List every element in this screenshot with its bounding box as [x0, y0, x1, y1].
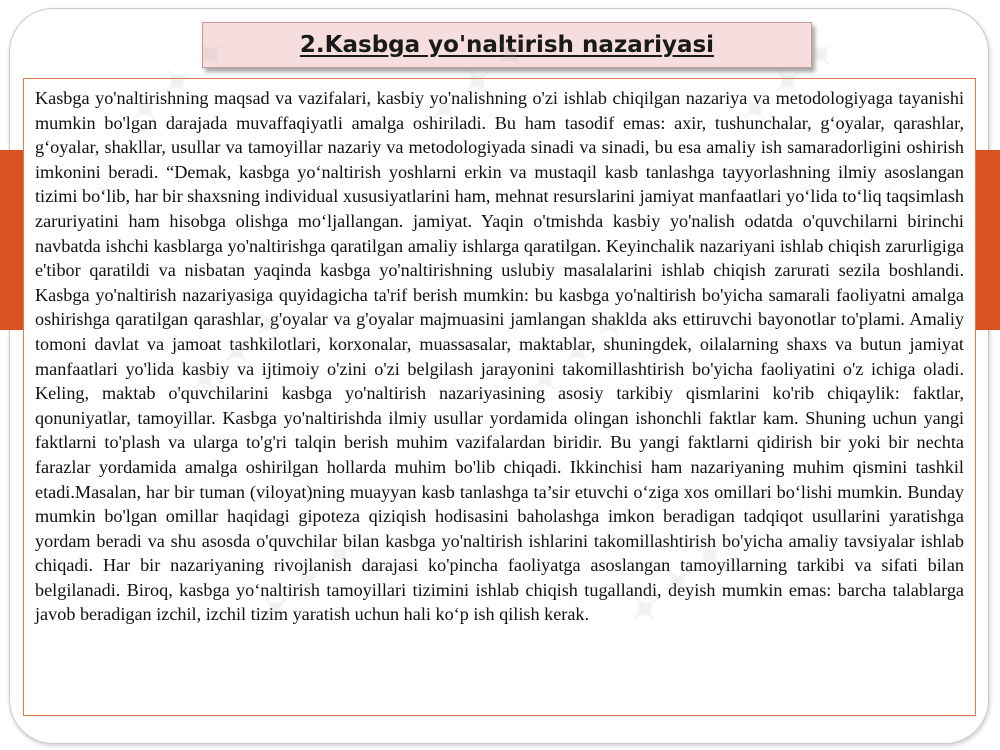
title-box — [202, 22, 812, 68]
slide-title: 2.Kasbga yo'naltirish nazariyasi — [299, 32, 715, 58]
body-text-box — [23, 78, 976, 716]
body-paragraph: Kasbga yo'naltirishning maqsad va vazifalari, kasbiy yo'nalishning o'zi ishlab chiqilgan nazariya va metodologiyaga tayanishi mumkin bo'lgan darajada muvaffaqiyatli amalga oshiriladi. Bu ham tasodif emas: axir, tushunchalar, g‘oyalar, qarashlar, g‘oyalar, shakllar, usullar va tamoyillar nazariy va metodologiyada sinadi va sinadi, bu esa amaliy ish samaradorligini oshirish imkonini beradi. “Demak, kasbga yo‘naltirish yoshlarni erkin va mustaqil kasb tanlashga tayyorlashning ilmiy asoslangan tizimi bo‘lib, har bir shaxsning individual xususiyatlarini ham, mehnat resurslarini jamiyat manfaatlari yo‘lida to‘liq taqsimlash zaruriyatini ham hisobga olishga mo‘ljallangan. jamiyat. Yaqin o'tmishda kasbiy yo'nalish odatda o'quvchilarni birinchi navbatda ishchi kasblarga yo'naltirishga qaratilgan amaliy ishlarga qaratilgan. Keyinchalik nazariyani ishlab chiqish zarurligiga e'tibor qaratildi va nisbatan yaqinda kasbga yo'naltirishning uslubiy masalalarini ishlab chiqish zarurati sezila boshlandi. Kasbga yo'naltirish nazariyasiga quyidagicha ta'rif berish mumkin: bu kasbga yo'naltirish bo'yicha samarali faoliyatni amalga oshirishga qaratilgan qarashlar, g'oyalar va g'oyalar majmuasini jamlangan shaklda aks ettiruvchi bayonotlar to'plami. Amaliy tomoni davlat va jamoat tashkilotlari, korxonalar, muassasalar, maktablar, shuningdek, oilalarning shaxs va butun jamiyat manfaatlari yo'lida kasbiy va ijtimoiy o'zini o'zi belgilash jarayonini takomillashtirish bo'yicha faoliyatini o'z ichiga oladi. Keling, maktab o'quvchilarini kasbga yo'naltirish nazariyasining asosiy tarkibiy qismlarini ko'rib chiqaylik: faktlar, qonuniyatlar, tamoyillar. Kasbga yo'naltirishda ilmiy usullar yordamida olingan ishonchli faktlar kam. Shuning uchun yangi faktlarni to'plash va ularga to'g'ri talqin berish muhim vazifalardan biridir. Bu yangi faktlarni qidirish bir yoki bir nechta farazlar yordamida amalga oshirilgan hollarda muhim bo'lib chiqadi. Ikkinchisi ham nazariyaning muhim qismini tashkil etadi.Masalan, har bir tuman (viloyat)ning muayyan kasb tanlashga ta’sir etuvchi o‘ziga xos omillari bo‘lishi mumkin. Bunday mumkin bo'lgan omillar haqidagi gipoteza qiziqish hodisasini baholashga imkon beradigan tadqiqot usullarini yaratishga yordam beradi va shu asosda o'quvchilar bilan kasbga yo'naltirish ishlarini takomillashtirish bo'yicha amaliy tavsiyalar ishlab chiqadi. Har bir nazariyaning rivojlanish darajasi ko'pincha faoliyatga asoslangan tamoyillarning tarkibi va sifati bilan belgilanadi. Biroq, kasbga yo‘naltirish tamoyillari tizimini ishlab chiqish tugallandi, deyish mumkin emas: barcha talablarga javob beradigan izchil, izchil tizim yaratish uchun hali ko‘p ish qilish kerak. — [35, 88, 964, 625]
